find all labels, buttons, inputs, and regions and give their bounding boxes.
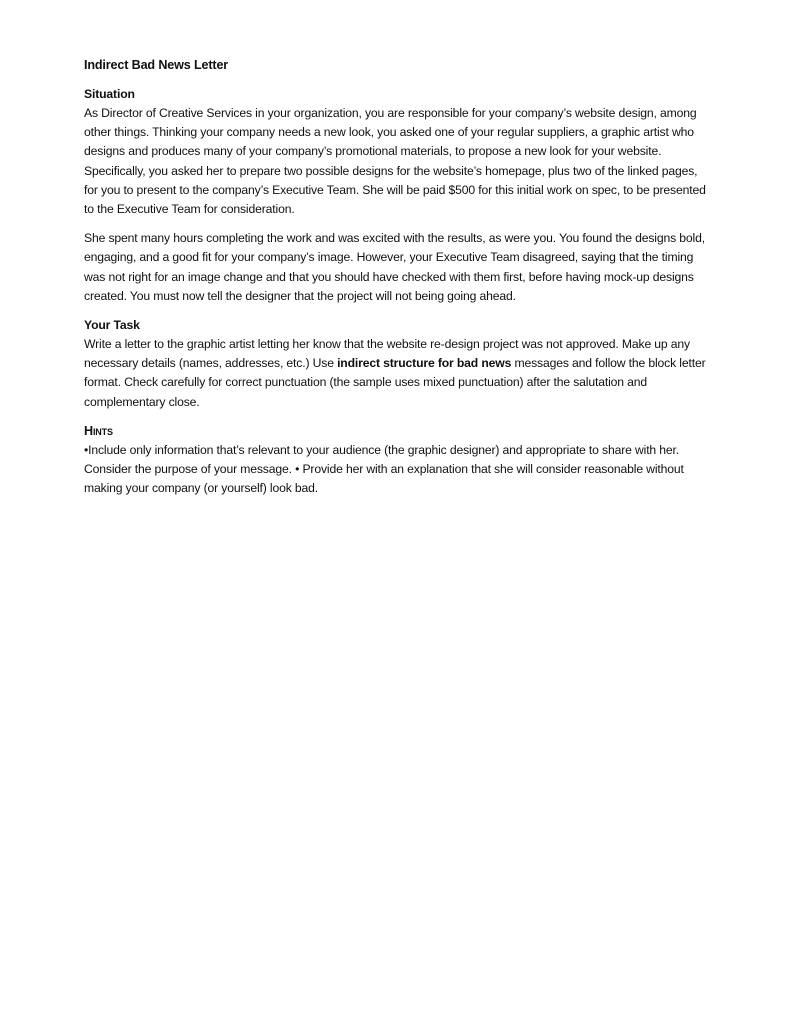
document-title: Indirect Bad News Letter [84, 58, 229, 72]
situation-paragraph-2: She spent many hours completing the work and was excited with the results, as were you. You found the designs bold, engaging, and a good fit for your company’s image. However, your Executive Team disagreed, saying that the timing was not right for an image change and that you should have checked with them first, before having mock-up designs created. You must now tell the designer that the project will not being going ahead. [84, 231, 705, 303]
task-bold-emphasis: indirect structure for bad news [337, 356, 512, 371]
task-text-after-bold: messages and follow the block letter format. Check carefully for correct punctuation (the sample uses mixed punctuation) after the salutation and complementary close. [84, 356, 706, 409]
situation-paragraph-1: As Director of Creative Services in your organization, you are responsible for your company’s website design, among other things. Thinking your company needs a new look, you asked one of your regular suppliers, a graphic artist who designs and produces many of your company’s promotional materials, to propose a new look for your website. Specifically, you asked her to prepare two possible designs for the website’s homepage, plus two of the linked pages, for you to present to the company’s Executive Team. She will be paid $500 for this initial work on spec, to be presented to the Executive Team for consideration. [84, 106, 706, 217]
situation-heading: Situation [84, 87, 135, 101]
task-text-before-bold: Write a letter to the graphic artist letting her know that the website re-design project was not approved. Make up any necessary details (names, addresses, etc.) Use [84, 337, 690, 371]
hints-paragraph: •Include only information that’s relevant to your audience (the graphic designer) and appropriate to share with her. Consider the purpose of your message. • Provide her with an explanation that she will consider reasonable without making your company (or yourself) look bad. [84, 442, 684, 496]
hints-heading: Hints [84, 423, 113, 438]
task-heading: Your Task [84, 318, 140, 333]
document-page [84, 56, 708, 508]
task-paragraph [84, 335, 708, 412]
